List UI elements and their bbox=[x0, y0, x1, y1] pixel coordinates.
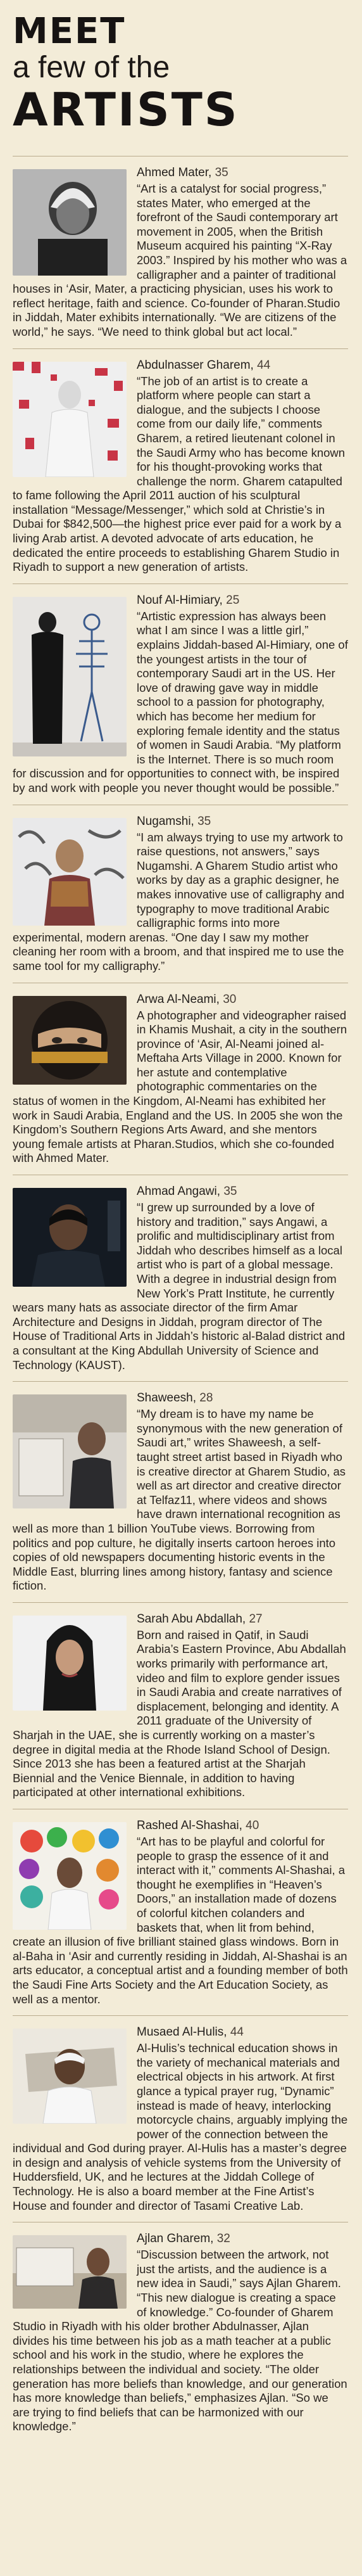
artist-name: Abdulnasser Gharem, 44 bbox=[137, 358, 271, 372]
artist-entry bbox=[13, 1381, 348, 1602]
artist-photo bbox=[13, 1394, 127, 1508]
artist-photo bbox=[13, 169, 127, 276]
artist-photo bbox=[13, 1822, 127, 1930]
artist-name: Sarah Abu Abdallah, 27 bbox=[137, 1612, 263, 1626]
masthead-subtitle: a few of the bbox=[13, 51, 170, 84]
masthead-title-artists: ARTISTS bbox=[13, 83, 239, 136]
artist-name: Rashed Al-Shashai, 40 bbox=[137, 1819, 259, 1832]
artist-bio: “Discussion between the artwork, not just the artists, and the audience is a new idea in Saudi,” says Ajlan Gharem. “This new dialogue is creating a space of knowledge.” Co-founder of Gharem Studio in Riyadh with his older brother Abdulnasser, Ajlan divides his time between his job as a math teacher at a public school and his work in the studio, where he explores the relationships between the individual and society. “The older generation has more beliefs than knowledge, and our generation has more knowledge than beliefs,” emphasizes Ajlan. “So we are trying to find beliefs that can be harmonized with our knowledge.” bbox=[13, 2248, 347, 2433]
artist-photo bbox=[13, 2235, 127, 2309]
artist-photo bbox=[13, 1188, 127, 1287]
artist-name: Ahmed Mater, 35 bbox=[137, 166, 228, 179]
artist-name: Ajlan Gharem, 32 bbox=[137, 2232, 230, 2246]
artist-name: Ahmad Angawi, 35 bbox=[137, 1185, 237, 1199]
artist-entry bbox=[13, 983, 348, 1175]
masthead-title-meet: MEET bbox=[13, 11, 126, 52]
artist-entry bbox=[13, 2015, 348, 2222]
artist-entry bbox=[13, 805, 348, 983]
artist-name: Musaed Al-Hulis, 44 bbox=[137, 2025, 244, 2039]
artist-name: Nouf Al-Himiary, 25 bbox=[137, 593, 240, 607]
artist-bio: “I am always trying to use my artwork to raise questions, not answers,” says Nugamshi. A Gharem Studio artist who works by day as a graphic designer, he makes innovative use of calligraphy and typography to move traditional Arabic calligraphic forms into more experimental, modern arenas. “One day I saw my mother cleaning her room with a broom, and that inspired me to use the same tool for my calligraphy.” bbox=[13, 830, 345, 972]
artist-bio: “Artistic expression has always been what I am since I was a little girl,” explains Jiddah-based Al-Himiary, one of the youngest artists in the tour of contemporary Saudi art in the US. Her love of drawing gave way in middle school to a passion for photography, which has become her medium for exploring female identity and the status of women in Saudi Arabia. “My platform is the Internet. There is so much room for discussion and for opportunities to connect with, be inspired by and work with people you never thought would be possible.” bbox=[13, 609, 348, 794]
artist-photo bbox=[13, 597, 127, 756]
artist-entry bbox=[13, 583, 348, 805]
artist-photo bbox=[13, 2029, 127, 2124]
artist-name: Nugamshi, 35 bbox=[137, 814, 211, 828]
artist-photo bbox=[13, 1616, 127, 1711]
artist-photo bbox=[13, 996, 127, 1085]
artist-bio: “Art is a catalyst for social progress,” states Mater, who emerged at the forefront of the Saudi contemporary art movement in 2005, when the British Museum acquired his painting “X-Ray 2003.” Inspired by his mother who was a calligrapher and a painter of traditional houses in ‘Asir, Mater, a practicing physician, uses his work to reflect heritage, faith and science. Co-founder of Pharan.Studio in Jiddah, Mater exhibits internationally. “We are citizens of the world,” he says. “We need to think global but act local.” bbox=[13, 182, 347, 338]
artist-photo bbox=[13, 818, 127, 926]
artist-entry bbox=[13, 1602, 348, 1809]
artist-entry bbox=[13, 156, 348, 348]
artist-bio: Born and raised in Qatif, in Saudi Arabia’s Eastern Province, Abu Abdallah works primarily with performance art, video and film to explore gender issues in Saudi Arabia and create narratives of displacement, belonging and identity. A 2011 graduate of the University of Sharjah in the UAE, she is currently working on a master’s degree in digital media at the Rhode Island School of Design. Since 2013 she has been a featured artist at the Sharjah Biennial and the Venice Biennale, in addition to having participated at other international exhibitions. bbox=[13, 1628, 346, 1799]
masthead bbox=[13, 13, 348, 134]
artist-entry bbox=[13, 2222, 348, 2443]
artist-entry bbox=[13, 1809, 348, 2015]
artist-bio: “My dream is to have my name be synonymous with the new generation of Saudi art,” writes Shaweesh, a self-taught street artist based in Riyadh who is creative director at Gharem Studio, as well as art director and creative director at Telfaz11, where videos and shows have drawn international recognition as well as more than 1 billion YouTube views. Borrowing from politics and pop culture, he digitally inserts cartoon heroes into copies of old newspapers documenting historic events in the Middle East, blurring lines among history, fantasy and science fiction. bbox=[13, 1407, 346, 1593]
artist-entry bbox=[13, 1175, 348, 1381]
artist-bio: “The job of an artist is to create a platform where people can start a dialogue, and the subjects I choose come from our daily life,” comments Gharem, a retired lieutenant colonel in the Saudi Army who has become known for his thought-provoking works that challenge the norm. Gharem catapulted to fame following the April 2011 auction of his sculptural installation “Message/Messenger,” which sold at Christie’s in Dubai for $842,500—the highest price ever paid for a work by a living Arab artist. A devoted advocate of arts education, he dedicated the entire proceeds to establishing Gharem Studio in Riyadh to support a new generation of artists. bbox=[13, 374, 346, 574]
artist-bio: “I grew up surrounded by a love of history and tradition,” says Angawi, a prolific and multidisciplinary artist from Jiddah who describes himself as a local artist who is part of a global message. With a degree in industrial design from New York’s Pratt Institute, he currently wears many hats as associate director of the firm Amar Architecture and Designs in Jiddah, program director of The House of Traditional Arts in Jiddah’s historic al-Balad district and a consultant at the King Abdullah University of Science and Technology (KAUST). bbox=[13, 1201, 346, 1372]
artist-bio: A photographer and videographer raised in Khamis Mushait, a city in the southern province of ‘Asir, Al-Neami joined al-Meftaha Arts Village in 2000. Known for her astute and contemplative photographic commentaries on the status of women in the Kingdom, Al-Neami has exhibited her work in Saudi Arabia, England and the US. In 2005 she won the Kingdom’s Southern Regions Arts Award, and she mentors young female artists at Pharan.Studios, which she co-founded with Ahmed Mater. bbox=[13, 1008, 347, 1165]
artist-name: Shaweesh, 28 bbox=[137, 1391, 213, 1405]
artist-bio: Al-Hulis’s technical education shows in the variety of mechanical materials and electrical objects in his artwork. At first glance a typical prayer rug, “Dynamic” instead is made of heavy, interlocking motorcycle chains, arguably implying the power of the connection between the individual and God during prayer. Al-Hulis has a master’s degree in design and analysis of vehicle systems from the University of Huddersfield, UK, and he lectures at the Jiddah College of Technology. He is also a board member at the Fine Artist’s House and founder and director of Tasami Creative Lab. bbox=[13, 2041, 348, 2212]
artist-name: Arwa Al-Neami, 30 bbox=[137, 992, 237, 1006]
artist-bio: “Art has to be playful and colorful for people to grasp the essence of it and interact with it,” comments Al-Shashai, a thought he exemplifies in “Heaven’s Doors,” an installation made of dozens of colorful kitchen colanders and baskets that, when lit from behind, create an illusion of five brilliant stained glass windows. Born in al-Baha in ‘Asir and currently residing in Jiddah, Al-Shashai is an arts educator, a conceptual artist and a founding member of both the Saudi Fine Arts Society and the Art Education Society, as well as a mentor. bbox=[13, 1835, 348, 2006]
artist-entry bbox=[13, 348, 348, 583]
artist-photo bbox=[13, 362, 127, 477]
